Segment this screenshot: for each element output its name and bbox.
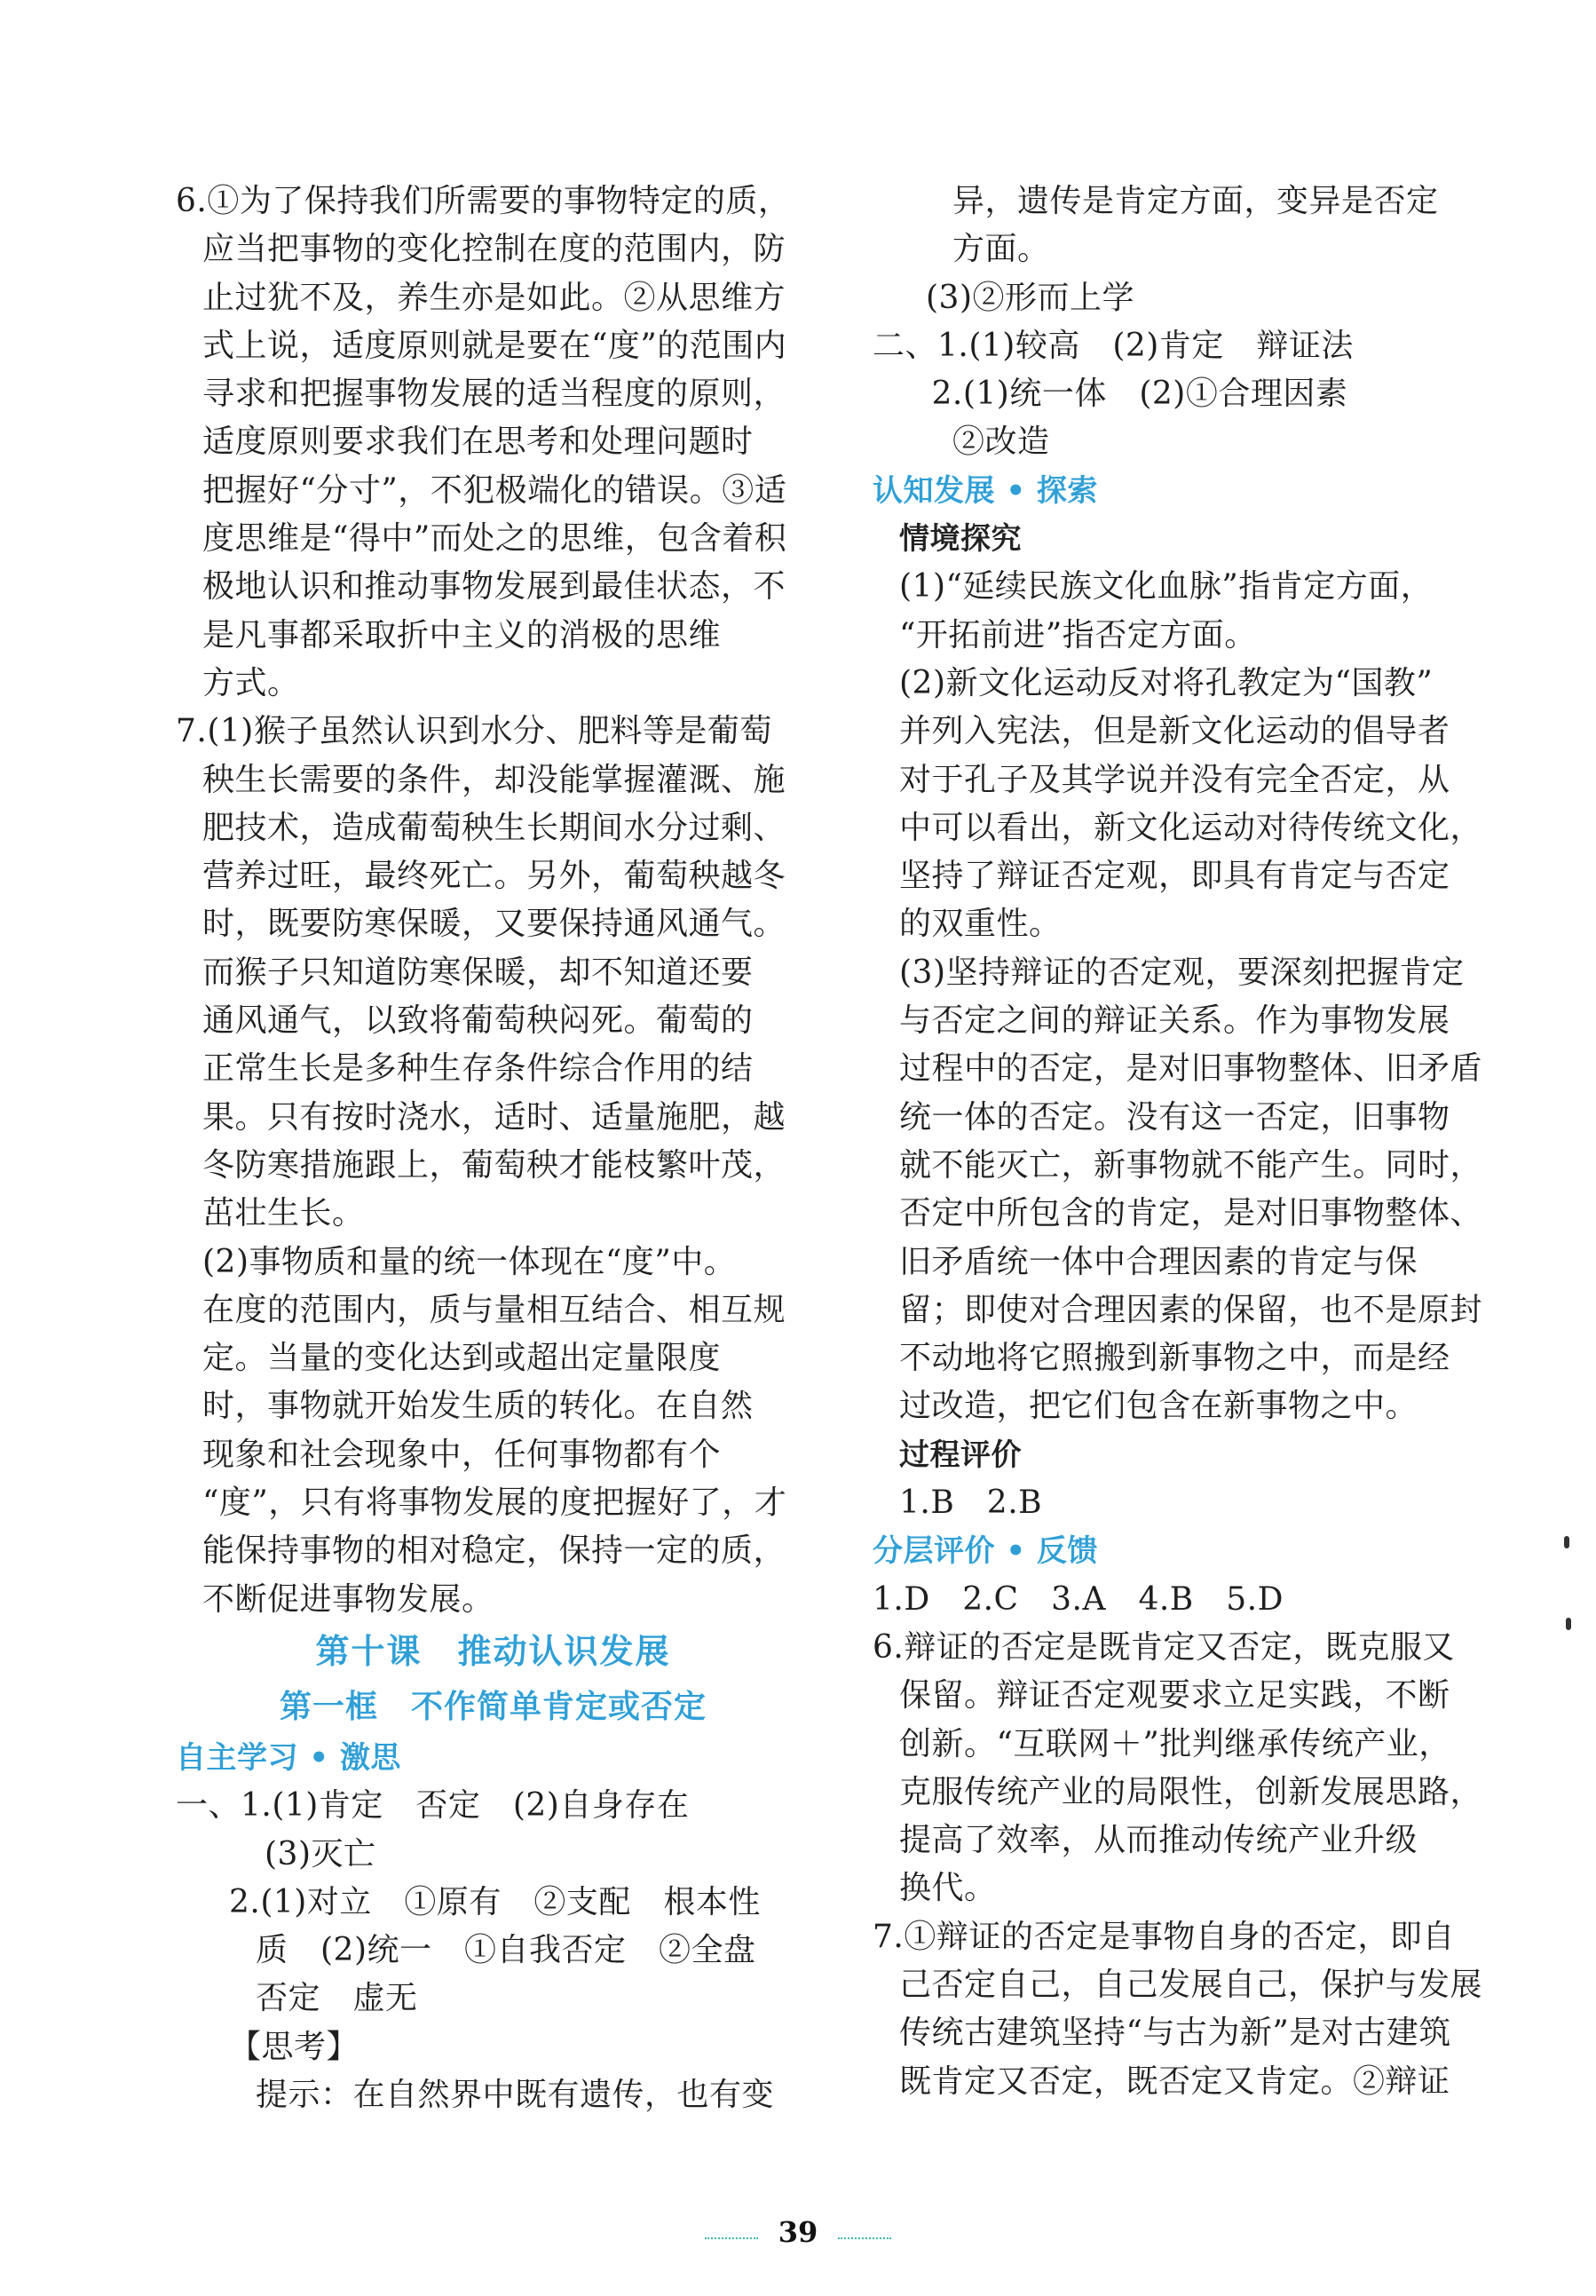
text-line: 与否定之间的辩证关系。作为事物发展 [899,1002,1450,1040]
text-line: 换代。 [899,1870,997,1907]
text-line: 不动地将它照搬到新事物之中，而是经 [899,1340,1450,1377]
text-line: 不断促进事物发展。 [202,1580,494,1618]
text-line: 自主学习 • 激思 [176,1739,401,1776]
text-line: 保留。辩证否定观要求立足实践，不断 [899,1677,1450,1714]
scan-mark [1566,1618,1571,1630]
text-line: 方式。 [202,664,300,701]
page-number: 39 [778,2215,818,2249]
text-line: (3)②形而上学 [926,279,1134,316]
text-line: 第十课 推动认识发展 [315,1630,671,1671]
text-line: 正常生长是多种生存条件综合作用的结 [202,1050,754,1088]
text-line: 1.D 2.C 3.A 4.B 5.D [873,1580,1284,1618]
text-line: 二、1.(1)较高 (2)肯定 辩证法 [873,327,1354,364]
text-line: 是凡事都采取折中主义的消极的思维 [202,616,722,653]
page-footer [0,2215,1596,2249]
text-line: 极地认识和推动事物发展到最佳状态，不 [202,568,786,606]
text-line: (2)新文化运动反对将孔教定为“国教” [899,664,1434,701]
text-line: 分层评价 • 反馈 [873,1533,1098,1570]
text-line: 过程中的否定，是对旧事物整体、旧矛盾 [899,1050,1483,1088]
text-line: 茁壮生长。 [202,1195,365,1232]
text-line: 止过犹不及，养生亦是如此。②从思维方 [202,279,786,316]
text-line: 己否定自己，自己发展自己，保护与发展 [899,1966,1483,2003]
text-line: 6.①为了保持我们所需要的事物特定的质， [176,183,791,219]
footer-decoration-right [838,2237,891,2239]
text-line: 适度原则要求我们在思考和处理问题时 [202,424,754,461]
right-column [873,178,1498,2106]
text-line: “开拓前进”指否定方面。 [899,616,1257,653]
text-line: 把握好“分寸”，不犯极端化的错误。③适 [202,471,787,509]
text-line: 能保持事物的相对稳定，保持一定的质， [202,1532,786,1570]
text-line: 肥技术，造成葡萄秧生长期间水分过剩、 [202,809,786,846]
text-line: 既肯定又否定，既否定又肯定。②辩证 [899,2062,1450,2100]
text-line: 质 (2)统一 ①自我否定 ②全盘 [256,1932,756,1969]
text-line: 中可以看出，新文化运动对待传统文化， [899,809,1483,846]
text-line: 对于孔子及其学说并没有完全否定，从 [899,761,1450,798]
text-line: 过程评价 [899,1437,1022,1473]
text-line: 时，既要防寒保暖，又要保持通风通气。 [202,906,786,943]
text-line: 并列入宪法，但是新文化运动的倡导者 [899,713,1450,750]
text-line: 时，事物就开始发生质的转化。在自然 [202,1388,754,1425]
text-line: 度思维是“得中”而处之的思维，包含着积 [202,520,787,558]
text-line: 旧矛盾统一体中合理因素的肯定与保 [899,1243,1418,1280]
text-line: 应当把事物的变化控制在度的范围内，防 [202,231,786,268]
text-line: (2)事物质和量的统一体现在“度”中。 [202,1243,737,1280]
text-line: 7.①辩证的否定是事物自身的否定，即自 [873,1918,1455,1955]
text-line: 秧生长需要的条件，却没能掌握灌溉、施 [202,761,786,798]
text-line: 异，遗传是肯定方面，变异是否定 [952,183,1439,219]
text-line: ②改造 [952,424,1050,461]
text-line: 营养过旺，最终死亡。另外，葡萄秧越冬 [202,858,786,895]
text-line: 传统古建筑坚持“与古为新”是对古建筑 [899,2015,1451,2052]
text-line: 7.(1)猴子虽然认识到水分、肥料等是葡萄 [176,713,772,750]
text-line: 否定 虚无 [256,1980,418,2017]
text-line: 冬防寒措施跟上，葡萄秧才能枝繁叶茂， [202,1146,786,1184]
text-line: 2.(1)对立 ①原有 ②支配 根本性 [229,1883,761,1920]
text-line: 统一体的否定。没有这一否定，旧事物 [899,1098,1450,1136]
text-line: 现象和社会现象中，任何事物都有个 [202,1436,722,1473]
text-line: 方面。 [952,231,1050,268]
text-line: 一、1.(1)肯定 否定 (2)自身存在 [176,1787,690,1825]
text-line: 2.(1)统一体 (2)①合理因素 [899,376,1348,413]
text-line: 【思考】 [229,2028,359,2065]
text-line: 过改造，把它们包含在新事物之中。 [899,1388,1418,1425]
text-line: 提高了效率，从而推动传统产业升级 [899,1822,1418,1859]
text-line: 第一框 不作简单肯定或否定 [279,1687,707,1725]
text-line: 否定中所包含的肯定，是对旧事物整体、 [899,1195,1483,1232]
text-line: 留；即使对合理因素的保留，也不是原封 [899,1291,1483,1328]
text-line: 1.B 2.B [899,1484,1043,1522]
text-line: 的双重性。 [899,906,1062,943]
text-line: 而猴子只知道防寒保暖，却不知道还要 [202,954,754,991]
text-line: 创新。“互联网＋”批判继承传统产业， [899,1725,1451,1762]
text-line: (1)“延续民族文化血脉”指肯定方面， [899,568,1434,606]
text-line: 克服传统产业的局限性，创新发展思路， [899,1773,1483,1810]
text-line: 提示：在自然界中既有遗传，也有变 [256,2076,775,2113]
text-line: “度”，只有将事物发展的度把握好了，才 [202,1484,787,1522]
text-line: 6.辩证的否定是既肯定又否定，既克服又 [873,1628,1455,1666]
text-line: 在度的范围内，质与量相互结合、相互规 [202,1291,786,1328]
text-line: 通风通气，以致将葡萄秧闷死。葡萄的 [202,1002,754,1040]
text-line: 情境探究 [899,521,1022,558]
text-line: 式上说，适度原则就是要在“度”的范围内 [202,327,787,364]
text-line: 认知发展 • 探索 [873,472,1098,509]
text-line: 寻求和把握事物发展的适当程度的原则， [202,376,786,413]
footer-decoration-left [705,2237,758,2239]
text-line: (3)灭亡 [265,1835,376,1872]
text-line: 坚持了辩证否定观，即具有肯定与否定 [899,858,1450,895]
text-line: 果。只有按时浇水，适时、适量施肥，越 [202,1098,786,1136]
left-column [176,178,810,2119]
scan-mark [1564,1536,1569,1548]
text-line: 就不能灭亡，新事物就不能产生。同时， [899,1146,1483,1184]
text-line: (3)坚持辩证的否定观，要深刻把握肯定 [899,954,1465,991]
text-line: 定。当量的变化达到或超出定量限度 [202,1340,722,1377]
